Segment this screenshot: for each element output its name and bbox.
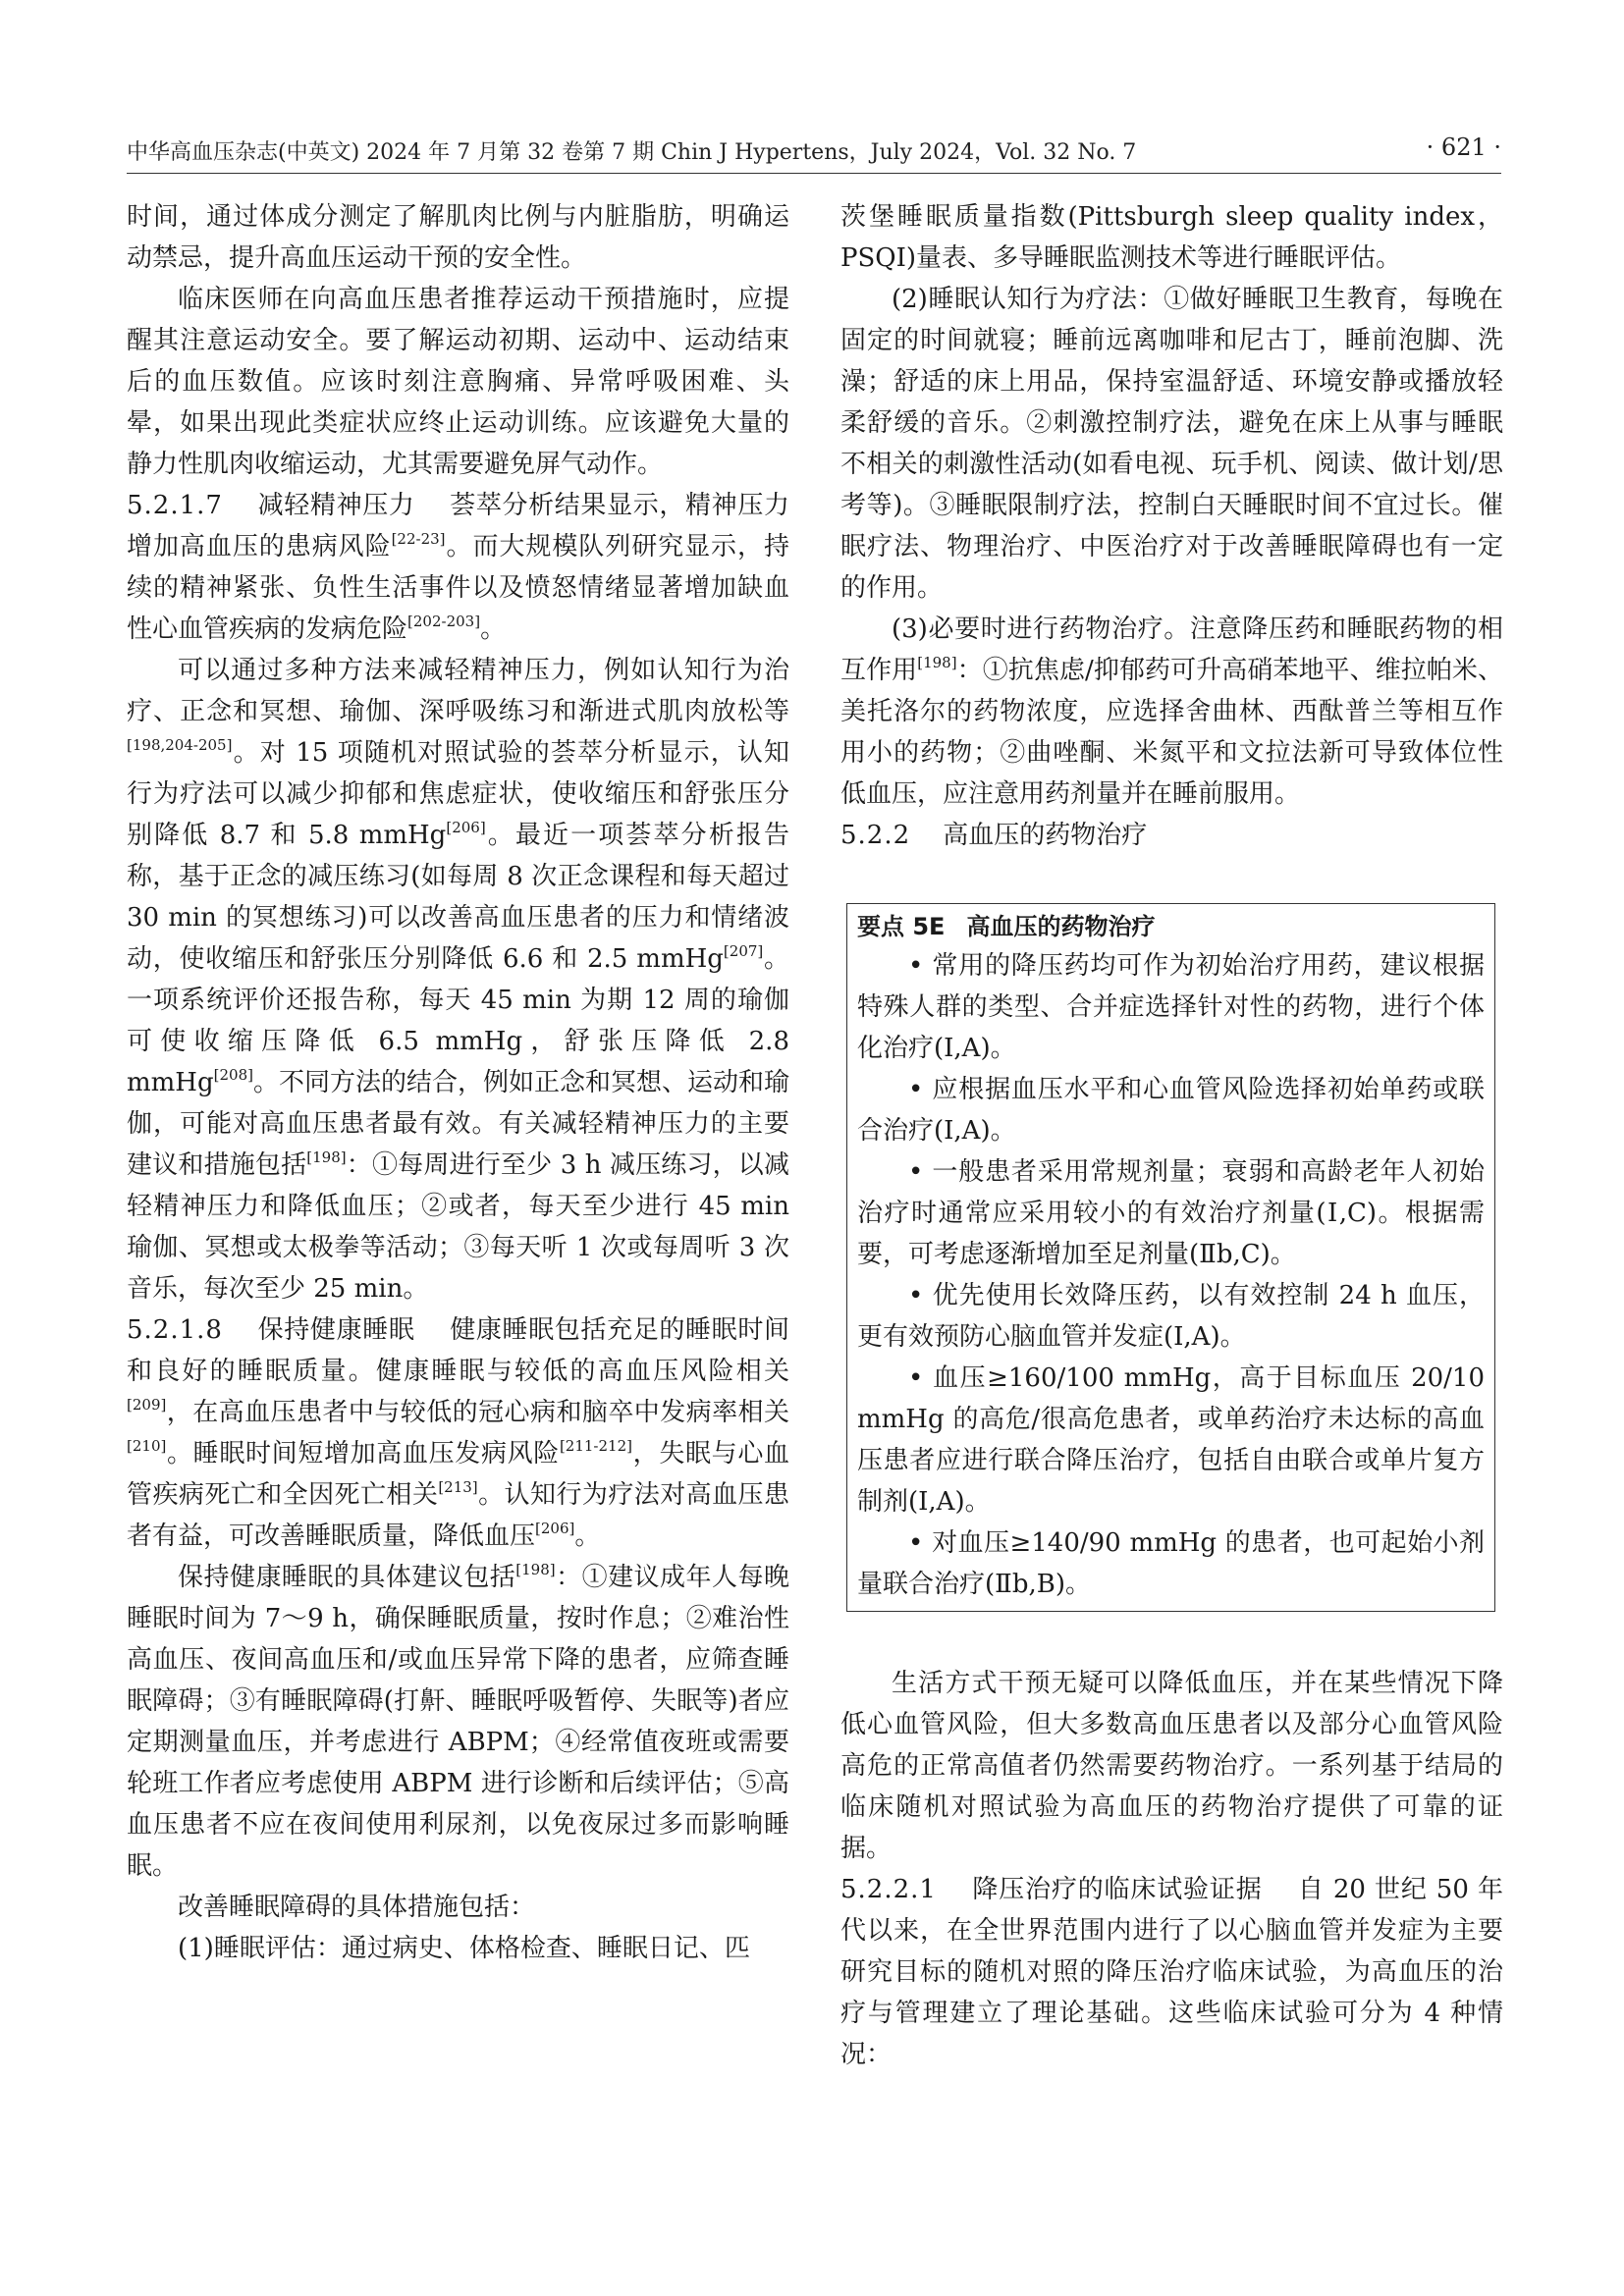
- citation: [209]: [127, 1396, 167, 1415]
- paragraph: (1)睡眠评估：通过病史、体格检查、睡眠日记、匹: [178, 1934, 750, 1963]
- citation: [207]: [723, 942, 764, 961]
- section-number: 5.2.2: [840, 821, 911, 850]
- citation: [213]: [438, 1478, 478, 1497]
- box-heading: 高血压的药物治疗: [966, 913, 1156, 940]
- paragraph: 时间，通过体成分测定了解肌肉比例与内脏脂肪，明确运动禁忌，提升高血压运动干预的安全性。: [127, 202, 789, 273]
- key-point: • 常用的降压药均可作为初始治疗用药，建议根据特殊人群的类型、合并症选择针对性的药物，进行个体化治疗(Ⅰ,A)。: [857, 951, 1485, 1063]
- section-number: 5.2.1.7: [127, 491, 223, 520]
- key-point: • 优先使用长效降压药，以有效控制 24 h 血压，更有效预防心脑血管并发症(Ⅰ,A)。: [857, 1281, 1485, 1352]
- citation: [206]: [446, 819, 486, 837]
- right-column: [840, 196, 1503, 2075]
- key-point: • 对血压≥140/90 mmHg 的患者，也可起始小剂量联合治疗(Ⅱb,B)。: [857, 1528, 1485, 1599]
- journal-citation: 中华高血压杂志(中英文) 2024 年 7 月第 32 卷第 7 期 Chin J Hypertens，July 2024，Vol. 32 No. 7: [127, 140, 1137, 165]
- key-points-box: [846, 903, 1495, 1612]
- citation: [211-212]: [559, 1437, 632, 1456]
- page-number: · 621 ·: [1426, 133, 1501, 161]
- paragraph: 改善睡眠障碍的具体措施包括：: [178, 1893, 536, 1922]
- paragraph: 可以通过多种方法来减轻精神压力，例如认知行为治疗、正念和冥想、瑜伽、深呼吸练习和渐进式肌肉放松等[198,204-205]。对 15 项随机对照试验的荟萃分析显示，认知行为疗法可以减少抑郁和焦虑症状，使收缩压和舒张压分别降低 8.7 和 5.8 mmHg[206]。最近一项荟萃分析报告称，基于正念的减压练习(如每周 8 次正念课程和每天超过 30 min 的冥想练习)可以改善高血压患者的压力和情绪波动，使收缩压和舒张压分别降低 6.6 和 2.5 mmHg[207]。一项系统评价还报告称，每天 45 min 为期 12 周的瑜伽可使收缩压降低 6.5 mmHg，舒张压降低 2.8 mmHg[208]。不同方法的结合，例如正念和冥想、运动和瑜伽，可能对高血压患者最有效。有关减轻精神压力的主要建议和措施包括[198]：①每周进行至少 3 h 减压练习，以减轻精神压力和降低血压；②或者，每天至少进行 45 min 瑜伽、冥想或太极拳等活动；③每天听 1 次或每周听 3 次音乐，每次至少 25 min。: [127, 656, 789, 1304]
- box-label: 要点 5E: [857, 913, 946, 940]
- section-number: 5.2.2.1: [840, 1875, 937, 1904]
- header-divider: [127, 173, 1501, 174]
- section-5-2-1-7: 5.2.1.7 减轻精神压力 荟萃分析结果显示，精神压力增加高血压的患病风险[22-23]。而大规模队列研究显示，持续的精神紧张、负性生活事件以及愤怒情绪显著增加缺血性心血管疾病的发病危险[202-203]。: [127, 491, 789, 644]
- paragraph: 临床医师在向高血压患者推荐运动干预措施时，应提醒其注意运动安全。要了解运动初期、运动中、运动结束后的血压数值。应该时刻注意胸痛、异常呼吸困难、头晕，如果出现此类症状应终止运动训练。应该避免大量的静力性肌肉收缩运动，尤其需要避免屏气动作。: [127, 285, 789, 479]
- section-title: 减轻精神压力: [257, 491, 415, 520]
- citation: [22-23]: [391, 530, 446, 549]
- citation: [210]: [127, 1437, 167, 1456]
- running-header: [127, 130, 1501, 169]
- section-5-2-2: [840, 815, 1503, 856]
- section-title: 降压治疗的临床试验证据: [972, 1875, 1263, 1904]
- key-point: • 血压≥160/100 mmHg，高于目标血压 20/10 mmHg 的高危/很高危患者，或单药治疗未达标的高血压患者应进行联合降压治疗，包括自由联合或单片复方制剂(Ⅰ,A)。: [857, 1363, 1485, 1517]
- paragraph: (3)必要时进行药物治疗。注意降压药和睡眠药物的相互作用[198]：①抗焦虑/抑郁药可升高硝苯地平、维拉帕米、美托洛尔的药物浓度，应选择舍曲林、西酞普兰等相互作用小的药物；②曲唑酮、米氮平和文拉法新可导致体位性低血压，应注意用药剂量并在睡前服用。: [840, 614, 1503, 809]
- section-number: 5.2.1.8: [127, 1315, 223, 1345]
- paragraph: (2)睡眠认知行为疗法：①做好睡眠卫生教育，每晚在固定的时间就寝；睡前远离咖啡和尼古丁，睡前泡脚、洗澡；舒适的床上用品，保持室温舒适、环境安静或播放轻柔舒缓的音乐。②刺激控制疗法，避免在床上从事与睡眠不相关的刺激性活动(如看电视、玩手机、阅读、做计划/思考等)。③睡眠限制疗法，控制白天睡眠时间不宜过长。催眠疗法、物理治疗、中医治疗对于改善睡眠障碍也有一定的作用。: [840, 285, 1503, 603]
- box-title: [857, 908, 1485, 945]
- citation: [198]: [917, 654, 957, 672]
- left-column: [127, 196, 789, 1969]
- citation: [202-203]: [407, 613, 481, 631]
- citation: [206]: [535, 1520, 575, 1538]
- section-5-2-2-1: 5.2.2.1 降压治疗的临床试验证据 自 20 世纪 50 年代以来，在全世界范围内进行了以心脑血管并发症为主要研究目标的随机对照的降压治疗临床试验，为高血压的治疗与管理建立了理论基础。这些临床试验可分为 4 种情况：: [840, 1875, 1503, 2069]
- key-point: • 一般患者采用常规剂量；衰弱和高龄老年人初始治疗时通常应采用较小的有效治疗剂量(Ⅰ,C)。根据需要，可考虑逐渐增加至足剂量(Ⅱb,C)。: [857, 1157, 1485, 1269]
- section-5-2-1-8: 5.2.1.8 保持健康睡眠 健康睡眠包括充足的睡眠时间和良好的睡眠质量。健康睡眠与较低的高血压风险相关[209]，在高血压患者中与较低的冠心病和脑卒中发病率相关[210]。睡眠时间短增加高血压发病风险[211-212]，失眠与心血管疾病死亡和全因死亡相关[213]。认知行为疗法对高血压患者有益，可改善睡眠质量，降低血压[206]。: [127, 1315, 789, 1551]
- paragraph: 保持健康睡眠的具体建议包括[198]：①建议成年人每晚睡眠时间为 7～9 h，确保睡眠质量，按时作息；②难治性高血压、夜间高血压和/或血压异常下降的患者，应筛查睡眠障碍；③有睡眠障碍(打鼾、睡眠呼吸暂停、失眠等)者应定期测量血压，并考虑进行 ABPM；④经常值夜班或需要轮班工作者应考虑使用 ABPM 进行诊断和后续评估；⑤高血压患者不应在夜间使用利尿剂，以免夜尿过多而影响睡眠。: [127, 1561, 789, 1881]
- key-point: • 应根据血压水平和心血管风险选择初始单药或联合治疗(Ⅰ,A)。: [857, 1075, 1485, 1146]
- citation: [198]: [515, 1561, 556, 1579]
- citation: [208]: [213, 1066, 253, 1085]
- citation: [198]: [306, 1148, 347, 1167]
- citation: [198,204-205]: [127, 736, 233, 755]
- paragraph: 生活方式干预无疑可以降低血压，并在某些情况下降低心血管风险，但大多数高血压患者以及部分心血管风险高危的正常高值者仍然需要药物治疗。一系列基于结局的临床随机对照试验为高血压的药物治疗提供了可靠的证据。: [840, 1669, 1503, 1863]
- section-title: 保持健康睡眠: [257, 1315, 415, 1345]
- paragraph: 茨堡睡眠质量指数(Pittsburgh sleep quality index，PSQI)量表、多导睡眠监测技术等进行睡眠评估。: [840, 202, 1503, 273]
- section-title: 高血压的药物治疗: [943, 821, 1148, 850]
